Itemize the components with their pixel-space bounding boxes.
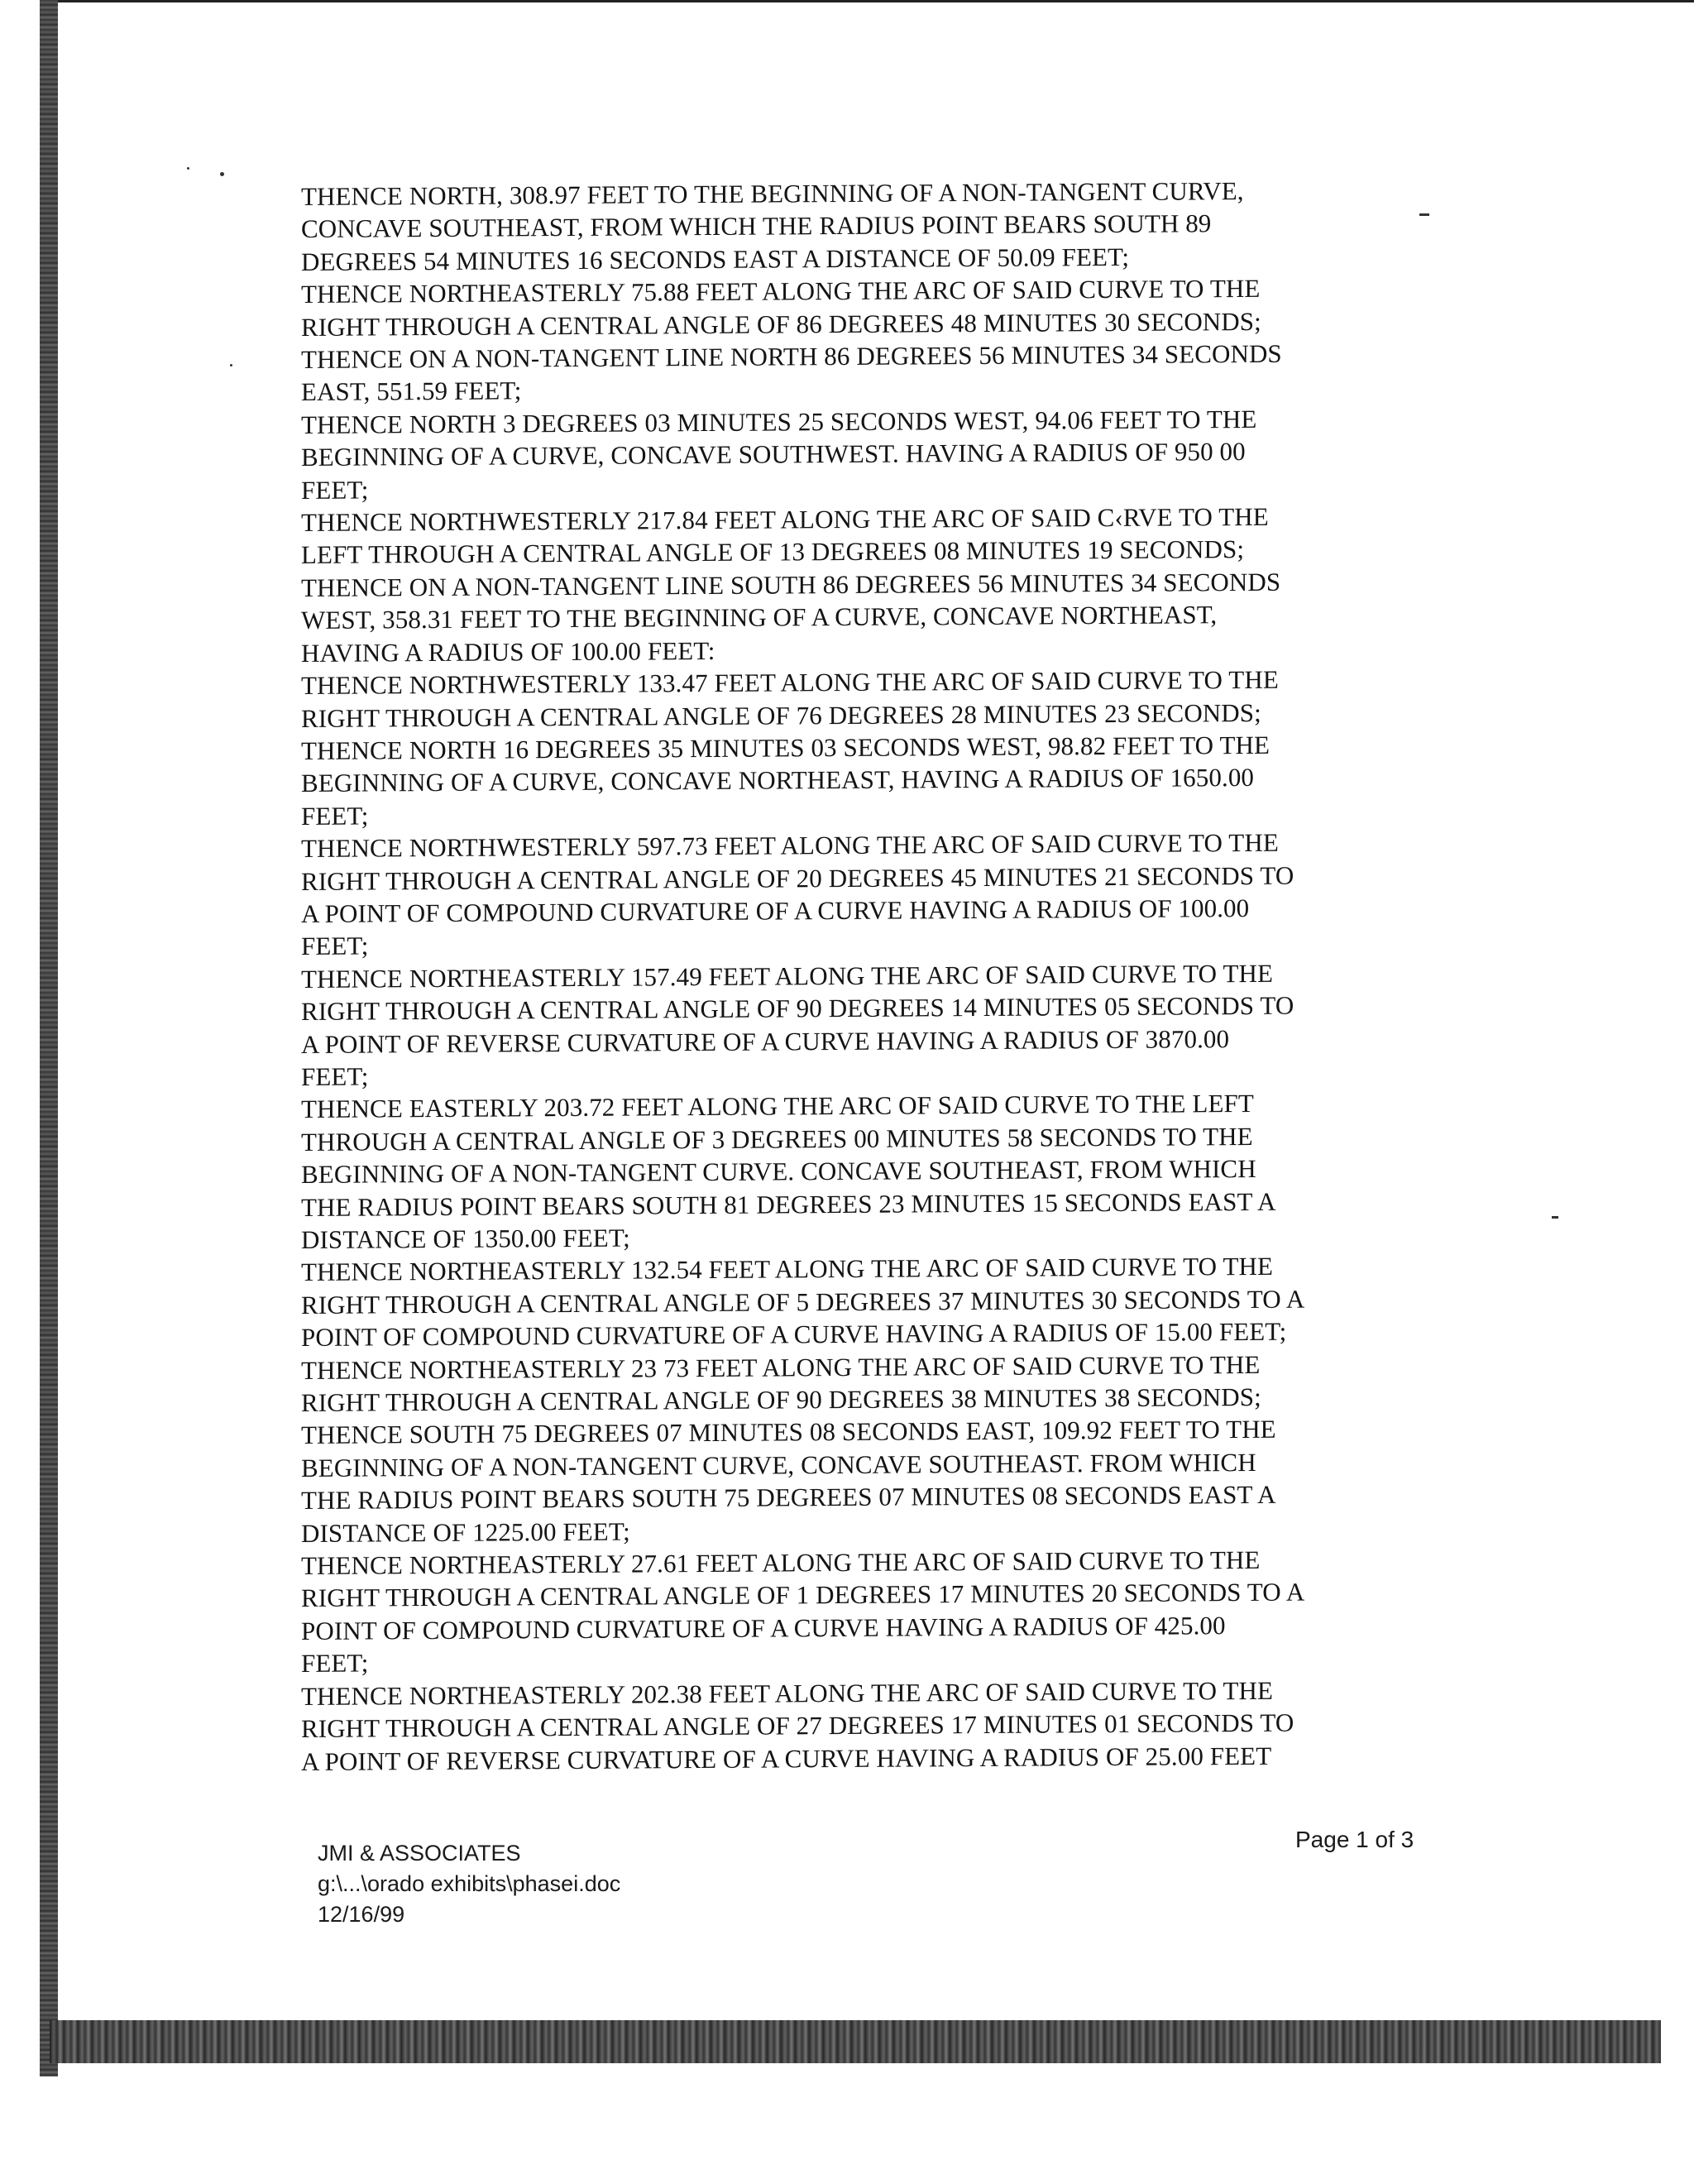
document-line: CONCAVE SOUTHEAST, FROM WHICH THE RADIUS POINT BEARS SOUTH 89 [301,208,1212,244]
document-line: EAST, 551.59 FEET; [301,376,522,407]
document-line: FEET; [301,931,369,961]
document-line: THROUGH A CENTRAL ANGLE OF 3 DEGREES 00 MINUTES 58 SECONDS TO THE [301,1121,1253,1157]
document-line: A POINT OF REVERSE CURVATURE OF A CURVE HAVING A RADIUS OF 25.00 FEET [301,1741,1272,1776]
scan-speck [230,364,232,366]
document-line: THENCE ON A NON-TANGENT LINE NORTH 86 DEGREES 56 MINUTES 34 SECONDS [301,338,1282,375]
document-line: LEFT THROUGH A CENTRAL ANGLE OF 13 DEGREES 08 MINUTES 19 SECONDS; [301,534,1245,570]
document-line: THENCE NORTH, 308.97 FEET TO THE BEGINNING OF A NON-TANGENT CURVE, [301,176,1244,211]
document-line: THENCE NORTHEASTERLY 157.49 FEET ALONG THE ARC OF SAID CURVE TO THE [301,958,1273,994]
document-line: THE RADIUS POINT BEARS SOUTH 75 DEGREES 07 MINUTES 08 SECONDS EAST A [301,1480,1276,1516]
document-date: 12/16/99 [318,1902,405,1927]
page-number: Page 1 of 3 [1295,1827,1414,1852]
document-line: THENCE NORTHEASTERLY 132.54 FEET ALONG THE ARC OF SAID CURVE TO THE [301,1252,1273,1287]
document-line: THENCE NORTHWESTERLY 217.84 FEET ALONG THE ARC OF SAID C‹RVE TO THE [301,501,1269,538]
document-line: POINT OF COMPOUND CURVATURE OF A CURVE HAVING A RADIUS OF 425.00 [301,1611,1226,1645]
scan-speck [1552,1216,1558,1219]
document-line: THENCE NORTHEASTERLY 202.38 FEET ALONG THE ARC OF SAID CURVE TO THE [301,1675,1273,1711]
document-line: THENCE EASTERLY 203.72 FEET ALONG THE ARC OF SAID CURVE TO THE LEFT [301,1089,1254,1124]
document-line: FEET; [301,801,369,831]
document-line: THENCE SOUTH 75 DEGREES 07 MINUTES 08 SECONDS EAST, 109.92 FEET TO THE [301,1415,1276,1450]
legal-description-body [301,176,1443,1778]
document-line: THENCE NORTHEASTERLY 27.61 FEET ALONG THE ARC OF SAID CURVE TO THE [301,1545,1261,1581]
scan-left-edge [40,0,58,2076]
document-line: THENCE NORTH 3 DEGREES 03 MINUTES 25 SECONDS WEST, 94.06 FEET TO THE [301,404,1257,439]
document-line: THENCE NORTHEASTERLY 23 73 FEET ALONG THE ARC OF SAID CURVE TO THE [301,1349,1261,1385]
document-line: HAVING A RADIUS OF 100.00 FEET: [301,635,715,668]
document-line: RIGHT THROUGH A CENTRAL ANGLE OF 86 DEGREES 48 MINUTES 30 SECONDS; [301,306,1261,342]
document-line: THENCE NORTH 16 DEGREES 35 MINUTES 03 SECONDS WEST, 98.82 FEET TO THE [301,730,1270,765]
document-line: BEGINNING OF A CURVE, CONCAVE NORTHEAST, HAVING A RADIUS OF 1650.00 [301,763,1255,798]
document-line: RIGHT THROUGH A CENTRAL ANGLE OF 90 DEGREES 38 MINUTES 38 SECONDS; [301,1382,1261,1418]
scan-speck [187,167,189,170]
document-line: FEET; [301,475,369,505]
scan-speck [220,172,224,176]
document-line: THENCE NORTHEASTERLY 75.88 FEET ALONG THE ARC OF SAID CURVE TO THE [301,274,1261,309]
document-line: WEST, 358.31 FEET TO THE BEGINNING OF A CURVE, CONCAVE NORTHEAST, [301,600,1218,635]
document-line: RIGHT THROUGH A CENTRAL ANGLE OF 1 DEGREES 17 MINUTES 20 SECONDS TO A [301,1578,1305,1613]
file-path: g:\...\orado exhibits\phasei.doc [318,1871,621,1896]
document-line: POINT OF COMPOUND CURVATURE OF A CURVE HAVING A RADIUS OF 15.00 FEET; [301,1316,1287,1353]
scan-bottom-band [50,2020,1661,2063]
company-name: JMI & ASSOCIATES [318,1841,521,1866]
document-line: DISTANCE OF 1350.00 FEET; [301,1223,630,1254]
document-line: FEET; [301,1061,369,1091]
document-line: THENCE ON A NON-TANGENT LINE SOUTH 86 DEGREES 56 MINUTES 34 SECONDS [301,567,1281,602]
document-line: A POINT OF REVERSE CURVATURE OF A CURVE HAVING A RADIUS OF 3870.00 [301,1023,1230,1059]
document-line: BEGINNING OF A NON-TANGENT CURVE. CONCAVE SOUTHEAST, FROM WHICH [301,1154,1256,1190]
footer-info [318,1838,620,1930]
document-line: THENCE NORTHWESTERLY 133.47 FEET ALONG THE ARC OF SAID CURVE TO THE [301,664,1279,701]
document-line: BEGINNING OF A NON-TANGENT CURVE, CONCAVE SOUTHEAST. FROM WHICH [301,1447,1256,1482]
document-line: RIGHT THROUGH A CENTRAL ANGLE OF 90 DEGREES 14 MINUTES 05 SECONDS TO [301,990,1294,1027]
document-line: THE RADIUS POINT BEARS SOUTH 81 DEGREES 23 MINUTES 15 SECONDS EAST A [301,1186,1276,1222]
document-line: RIGHT THROUGH A CENTRAL ANGLE OF 5 DEGREES 37 MINUTES 30 SECONDS TO A [301,1284,1305,1320]
document-line: A POINT OF COMPOUND CURVATURE OF A CURVE HAVING A RADIUS OF 100.00 [301,893,1250,928]
document-line: FEET; [301,1648,369,1679]
document-line: DEGREES 54 MINUTES 16 SECONDS EAST A DISTANCE OF 50.09 FEET; [301,242,1130,276]
document-line: RIGHT THROUGH A CENTRAL ANGLE OF 20 DEGREES 45 MINUTES 21 SECONDS TO [301,860,1294,896]
document-line: RIGHT THROUGH A CENTRAL ANGLE OF 27 DEGREES 17 MINUTES 01 SECONDS TO [301,1707,1294,1744]
document-line: DISTANCE OF 1225.00 FEET; [301,1516,630,1548]
scan-top-edge [58,0,1694,2]
document-line: RIGHT THROUGH A CENTRAL ANGLE OF 76 DEGREES 28 MINUTES 23 SECONDS; [301,697,1261,733]
document-line: BEGINNING OF A CURVE, CONCAVE SOUTHWEST. HAVING A RADIUS OF 950 00 [301,437,1246,472]
document-line: THENCE NORTHWESTERLY 597.73 FEET ALONG THE ARC OF SAID CURVE TO THE [301,827,1279,864]
